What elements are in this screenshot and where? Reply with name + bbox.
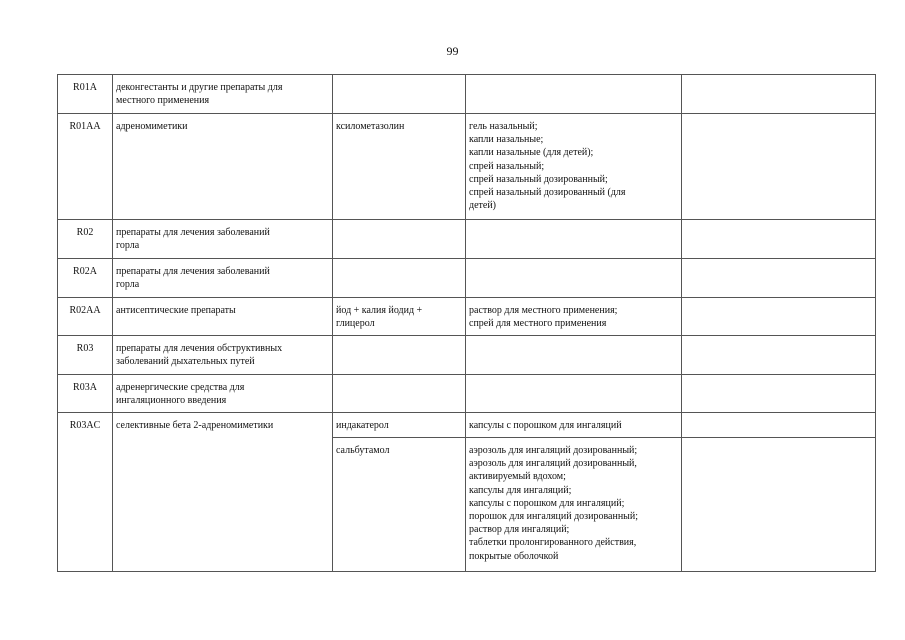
table-row: [58, 375, 876, 413]
drug-name: [333, 220, 466, 259]
empty-cell: [682, 298, 876, 336]
page-number: 99: [446, 44, 459, 58]
text-line: капли назальные;: [469, 134, 544, 146]
text-line: индакатерол: [336, 420, 389, 431]
empty-cell: [682, 375, 876, 413]
group-name: [113, 75, 333, 114]
text-line: детей): [469, 200, 497, 212]
atc-code: R03: [58, 336, 113, 375]
table-row: [58, 114, 876, 220]
text-line: гель назальный;: [469, 121, 538, 132]
atc-code: R02A: [58, 259, 113, 298]
dosage-forms: [466, 75, 682, 114]
text-line: антисептические препараты: [116, 305, 236, 316]
drug-name: [333, 75, 466, 114]
text-line: адреномиметики: [116, 121, 188, 132]
text-line: горла: [116, 279, 140, 291]
atc-code: R01AA: [58, 114, 113, 220]
drug-name: [333, 375, 466, 413]
group-name: [113, 375, 333, 413]
drug-name: [333, 259, 466, 298]
drug-name: [333, 438, 466, 572]
medication-table: [57, 74, 876, 572]
text-line: ксилометазолин: [336, 121, 405, 132]
table-row: [58, 259, 876, 298]
text-line: порошок для ингаляций дозированный;: [469, 511, 639, 523]
text-line: таблетки пролонгированного действия,: [469, 537, 637, 549]
dosage-forms: [466, 375, 682, 413]
text-line: йод + калия йодид +: [336, 305, 423, 316]
empty-cell: [682, 220, 876, 259]
text-line: заболеваний дыхательных путей: [116, 356, 255, 368]
empty-cell: [682, 75, 876, 114]
empty-cell: [682, 413, 876, 438]
text-line: препараты для лечения заболеваний: [116, 266, 270, 277]
empty-cell: [682, 438, 876, 572]
text-line: капли назальные (для детей);: [469, 147, 594, 159]
dosage-forms: [466, 438, 682, 572]
group-name: [113, 336, 333, 375]
text-line: активируемый вдохом;: [469, 471, 566, 483]
empty-cell: [682, 114, 876, 220]
drug-name: [333, 413, 466, 438]
empty-cell: [682, 336, 876, 375]
text-line: горла: [116, 240, 140, 252]
text-line: спрей назальный дозированный;: [469, 173, 608, 185]
text-line: капсулы с порошком для ингаляций: [469, 420, 622, 431]
atc-code: R02: [58, 220, 113, 259]
atc-code: R03A: [58, 375, 113, 413]
text-line: спрей назальный дозированный (для: [469, 187, 626, 199]
text-line: капсулы для ингаляций;: [469, 484, 572, 496]
text-line: раствор для местного применения;: [469, 305, 618, 316]
text-line: спрей назальный;: [469, 160, 545, 172]
group-name: [113, 220, 333, 259]
atc-code: R03AC: [58, 413, 113, 572]
group-name: [113, 413, 333, 572]
dosage-forms: [466, 413, 682, 438]
dosage-forms: [466, 259, 682, 298]
drug-name: [333, 114, 466, 220]
dosage-forms: [466, 336, 682, 375]
dosage-forms: [466, 298, 682, 336]
text-line: глицерол: [336, 318, 375, 330]
atc-code: R01A: [58, 75, 113, 114]
empty-cell: [682, 259, 876, 298]
text-line: местного применения: [116, 95, 210, 107]
group-name: [113, 259, 333, 298]
dosage-forms: [466, 220, 682, 259]
dosage-forms: [466, 114, 682, 220]
text-line: деконгестанты и другие препараты для: [116, 82, 283, 93]
group-name: [113, 298, 333, 336]
drug-name: [333, 298, 466, 336]
group-name: [113, 114, 333, 220]
text-line: раствор для ингаляций;: [469, 524, 570, 536]
text-line: аэрозоль для ингаляций дозированный,: [469, 458, 637, 470]
text-line: препараты для лечения заболеваний: [116, 227, 270, 238]
text-line: адренергические средства для: [116, 382, 245, 393]
text-line: препараты для лечения обструктивных: [116, 343, 283, 354]
text-line: сальбутамол: [336, 445, 390, 456]
table-row: [58, 220, 876, 259]
table-row: [58, 298, 876, 336]
text-line: ингаляционного введения: [116, 395, 227, 407]
text-line: покрытые оболочкой: [469, 550, 559, 562]
table-row: [58, 336, 876, 375]
text-line: селективные бета 2-адреномиметики: [116, 420, 274, 431]
drug-name: [333, 336, 466, 375]
table-row: [58, 413, 876, 438]
atc-code: R02AA: [58, 298, 113, 336]
text-line: капсулы с порошком для ингаляций;: [469, 497, 625, 509]
table-row: [58, 75, 876, 114]
text-line: спрей для местного применения: [469, 318, 607, 330]
text-line: аэрозоль для ингаляций дозированный;: [469, 445, 638, 456]
